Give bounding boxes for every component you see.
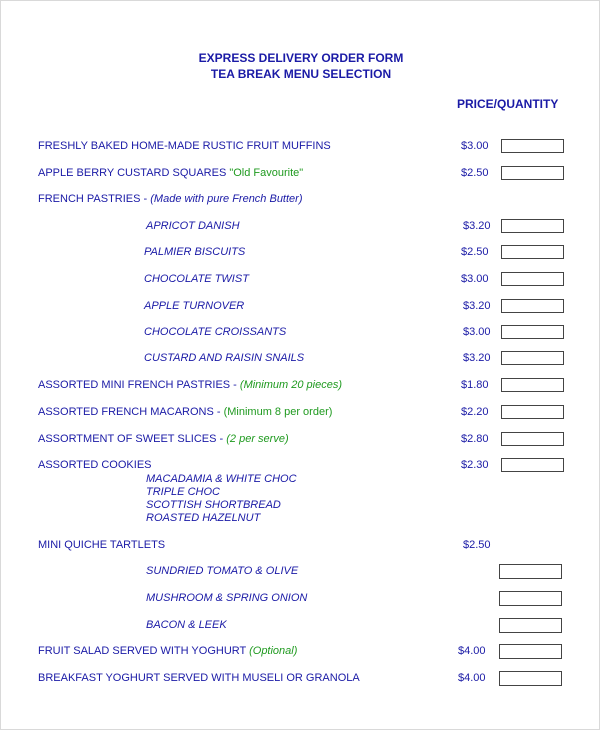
qty-mini-pastries[interactable]	[501, 378, 564, 392]
qty-fruit-salad[interactable]	[499, 644, 562, 659]
price-yoghurt: $4.00	[458, 672, 486, 684]
item-cookies: ASSORTED COOKIES	[38, 459, 152, 471]
item-label: APPLE BERRY CUSTARD SQUARES	[38, 167, 227, 179]
cookie-variety: MACADAMIA & WHITE CHOC	[146, 473, 297, 485]
price-quiche: $2.50	[463, 539, 491, 551]
item-mini-pastries	[38, 379, 342, 391]
qty-choc-croissants[interactable]	[501, 325, 564, 339]
price-custard-snails: $3.20	[463, 352, 491, 364]
price-quantity-header: PRICE/QUANTITY	[457, 97, 559, 111]
item-quiche-tomato: SUNDRIED TOMATO & OLIVE	[146, 565, 299, 577]
item-apricot-danish: APRICOT DANISH	[146, 220, 240, 232]
price-mini-pastries: $1.80	[461, 379, 489, 391]
price-apricot-danish: $3.20	[463, 220, 491, 232]
item-note: (2 per serve)	[226, 433, 289, 445]
item-choc-croissants: CHOCOLATE CROISSANTS	[144, 326, 287, 338]
item-palmier: PALMIER BISCUITS	[144, 246, 246, 258]
price-choc-twist: $3.00	[461, 273, 489, 285]
item-choc-twist: CHOCOLATE TWIST	[144, 273, 249, 285]
qty-custard-snails[interactable]	[501, 351, 564, 365]
item-quiche-bacon: BACON & LEEK	[146, 619, 227, 631]
item-quiche: MINI QUICHE TARTLETS	[38, 539, 166, 551]
item-label: ASSORTMENT OF SWEET SLICES -	[38, 433, 227, 445]
qty-apricot-danish[interactable]	[501, 219, 564, 233]
qty-macarons[interactable]	[501, 405, 564, 419]
qty-cookies[interactable]	[501, 458, 564, 472]
cookie-variety: TRIPLE CHOC	[146, 486, 220, 498]
qty-quiche-tomato[interactable]	[499, 564, 562, 579]
item-note: (Made with pure French Butter)	[150, 193, 303, 205]
form-subtitle: TEA BREAK MENU SELECTION	[210, 67, 392, 81]
qty-choc-twist[interactable]	[501, 272, 564, 286]
item-note: (Minimum 20 pieces)	[239, 379, 342, 391]
item-muffins: FRESHLY BAKED HOME-MADE RUSTIC FRUIT MUFFINS	[38, 140, 331, 152]
item-macarons	[38, 406, 332, 418]
price-fruit-salad: $4.00	[458, 645, 486, 657]
item-note: (Minimum 8 per order)	[223, 406, 333, 418]
qty-custard-squares[interactable]	[501, 166, 564, 180]
form-title: EXPRESS DELIVERY ORDER FORM	[198, 51, 404, 65]
qty-sweet-slices[interactable]	[501, 432, 564, 446]
price-apple-turnover: $3.20	[463, 300, 491, 312]
qty-palmier[interactable]	[501, 245, 564, 259]
item-note: "Old Favourite"	[229, 167, 304, 179]
cookie-variety: SCOTTISH SHORTBREAD	[146, 499, 281, 511]
cookie-variety: ROASTED HAZELNUT	[146, 512, 261, 524]
price-custard-squares: $2.50	[461, 167, 489, 179]
item-sweet-slices	[38, 433, 289, 445]
item-note: (Optional)	[249, 645, 298, 657]
item-french-pastries	[38, 193, 303, 205]
item-apple-turnover: APPLE TURNOVER	[144, 300, 245, 312]
item-label: ASSORTED FRENCH MACARONS -	[38, 406, 224, 418]
item-quiche-mushroom: MUSHROOM & SPRING ONION	[146, 592, 308, 604]
qty-quiche-mushroom[interactable]	[499, 591, 562, 606]
item-custard-snails: CUSTARD AND RAISIN SNAILS	[144, 352, 305, 364]
item-yoghurt: BREAKFAST YOGHURT SERVED WITH MUSELI OR GRANOLA	[38, 672, 360, 684]
price-palmier: $2.50	[461, 246, 489, 258]
price-sweet-slices: $2.80	[461, 433, 489, 445]
item-fruit-salad	[38, 645, 297, 657]
item-label: FRENCH PASTRIES -	[38, 193, 151, 205]
price-choc-croissants: $3.00	[463, 326, 491, 338]
qty-apple-turnover[interactable]	[501, 299, 564, 313]
item-custard-squares	[38, 167, 303, 179]
price-cookies: $2.30	[461, 459, 489, 471]
item-label: ASSORTED MINI FRENCH PASTRIES -	[38, 379, 240, 391]
item-label: FRUIT SALAD SERVED WITH YOGHURT	[38, 645, 250, 657]
qty-yoghurt[interactable]	[499, 671, 562, 686]
qty-muffins[interactable]	[501, 139, 564, 153]
price-muffins: $3.00	[461, 140, 489, 152]
qty-quiche-bacon[interactable]	[499, 618, 562, 633]
price-macarons: $2.20	[461, 406, 489, 418]
